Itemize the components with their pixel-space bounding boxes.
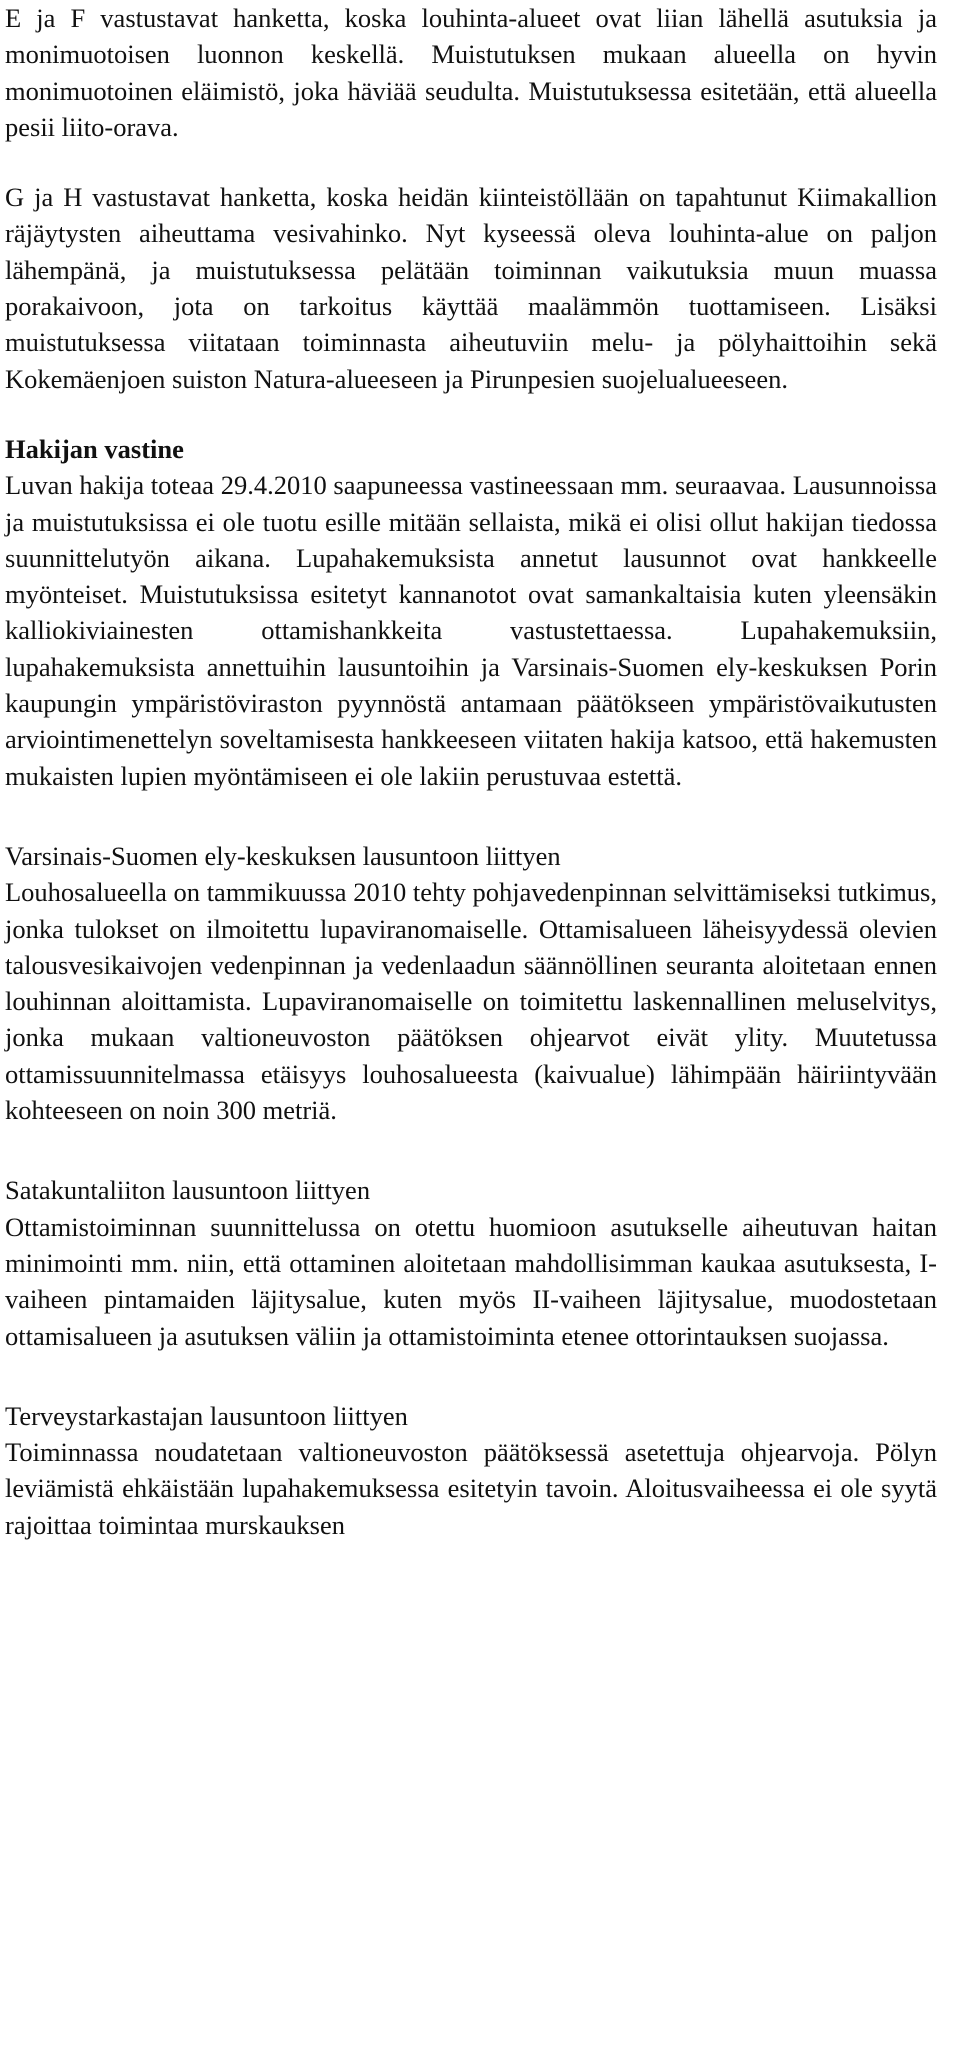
section-heading-hakijan-vastine: Hakijan vastine: [5, 433, 184, 464]
subheading-terveystarkastaja: Terveystarkastajan lausuntoon liittyen: [5, 1400, 408, 1431]
paragraph-terveystarkastaja: Toiminnassa noudatetaan valtioneuvoston päätöksessä asetettuja ohjearvoja. Pölyn leviämistä ehkäistään lupahakemuksessa esitetyin tavoin. Aloitusvaiheessa ei ole syytä rajoittaa toimintaa murskauksen: [5, 1437, 937, 1540]
paragraph-ely-keskus: Louhosalueella on tammikuussa 2010 tehty pohjavedenpinnan selvittämiseksi tutkimus, jonka tulokset on ilmoitettu lupaviranomaiselle. Ottamisalueen läheisyydessä olevien talousvesikaivojen vedenpinnan ja vedenlaadun säännöllinen seuranta aloitetaan ennen louhinnan aloittamista. Lupaviranomaiselle on toimitettu laskennallinen meluselvitys, jonka mukaan valtioneuvoston päätöksen ohjearvot eivät ylity. Muutetussa ottamissuunnitelmassa etäisyys louhosalueesta (kaivualue) lähimpään häiriintyvään kohteeseen on noin 300 metriä.: [5, 877, 937, 1126]
paragraph-hakijan-vastine: Luvan hakija toteaa 29.4.2010 saapuneessa vastineessaan mm. seuraavaa. Lausunnoissa ja muistutuksissa ei ole tuotu esille mitään sellaista, mikä ei olisi ollut hakijan tiedossa suunnittelutyön aikana. Lupahakemuksista annetut lausunnot ovat hankkeelle myönteiset. Muistutuksissa esitetyt kannanotot ovat samankaltaisia kuten yleensäkin kalliokiviainesten ottamishankkeita vastustettaessa. Lupahakemuksiin, lupahakemuksista annettuihin lausuntoihin ja Varsinais-Suomen ely-keskuksen Porin kaupungin ympäristöviraston pyynnöstä antamaan päätökseen ympäristövaikutusten arviointimenettelyn soveltamisesta hankkeeseen viitaten hakija katsoo, että hakemusten mukaisten lupien myöntämiseen ei ole lakiin perustuvaa estettä.: [5, 470, 937, 791]
paragraph-g-h-objection: G ja H vastustavat hanketta, koska heidän kiinteistöllään on tapahtunut Kiimakallion räjäytysten aiheuttama vesivahinko. Nyt kyseessä oleva louhinta-alue on paljon lähempänä, ja muistutuksessa pelätään toiminnan vaikutuksia muun muassa porakaivoon, jota on tarkoitus käyttää maalämmön tuottamiseen. Lisäksi muistutuksessa viitataan toiminnasta aiheutuviin melu- ja pölyhaittoihin sekä Kokemäenjoen suiston Natura-alueeseen ja Pirunpesien suojelualueeseen.: [5, 182, 937, 394]
subheading-satakuntaliitto: Satakuntaliiton lausuntoon liittyen: [5, 1175, 371, 1206]
paragraph-satakuntaliitto: Ottamistoiminnan suunnittelussa on otettu huomioon asutukselle aiheutuvan haitan minimointi mm. niin, että ottaminen aloitetaan mahdollisimman kaukaa asutuksesta, I-vaiheen pintamaiden läjitysalue, kuten myös II-vaiheen läjitysalue, muodostetaan ottamisalueen ja asutuksen väliin ja ottamistoiminta etenee ottorintauksen suojassa.: [5, 1211, 937, 1351]
subheading-ely-keskus: Varsinais-Suomen ely-keskuksen lausuntoon liittyen: [5, 840, 561, 871]
paragraph-e-f-objection: E ja F vastustavat hanketta, koska louhinta-alueet ovat liian lähellä asutuksia ja monimuotoisen luonnon keskellä. Muistutuksen mukaan alueella on hyvin monimuotoinen eläimistö, joka häviää seudulta. Muistutuksessa esitetään, että alueella pesii liito-orava.: [5, 3, 937, 142]
